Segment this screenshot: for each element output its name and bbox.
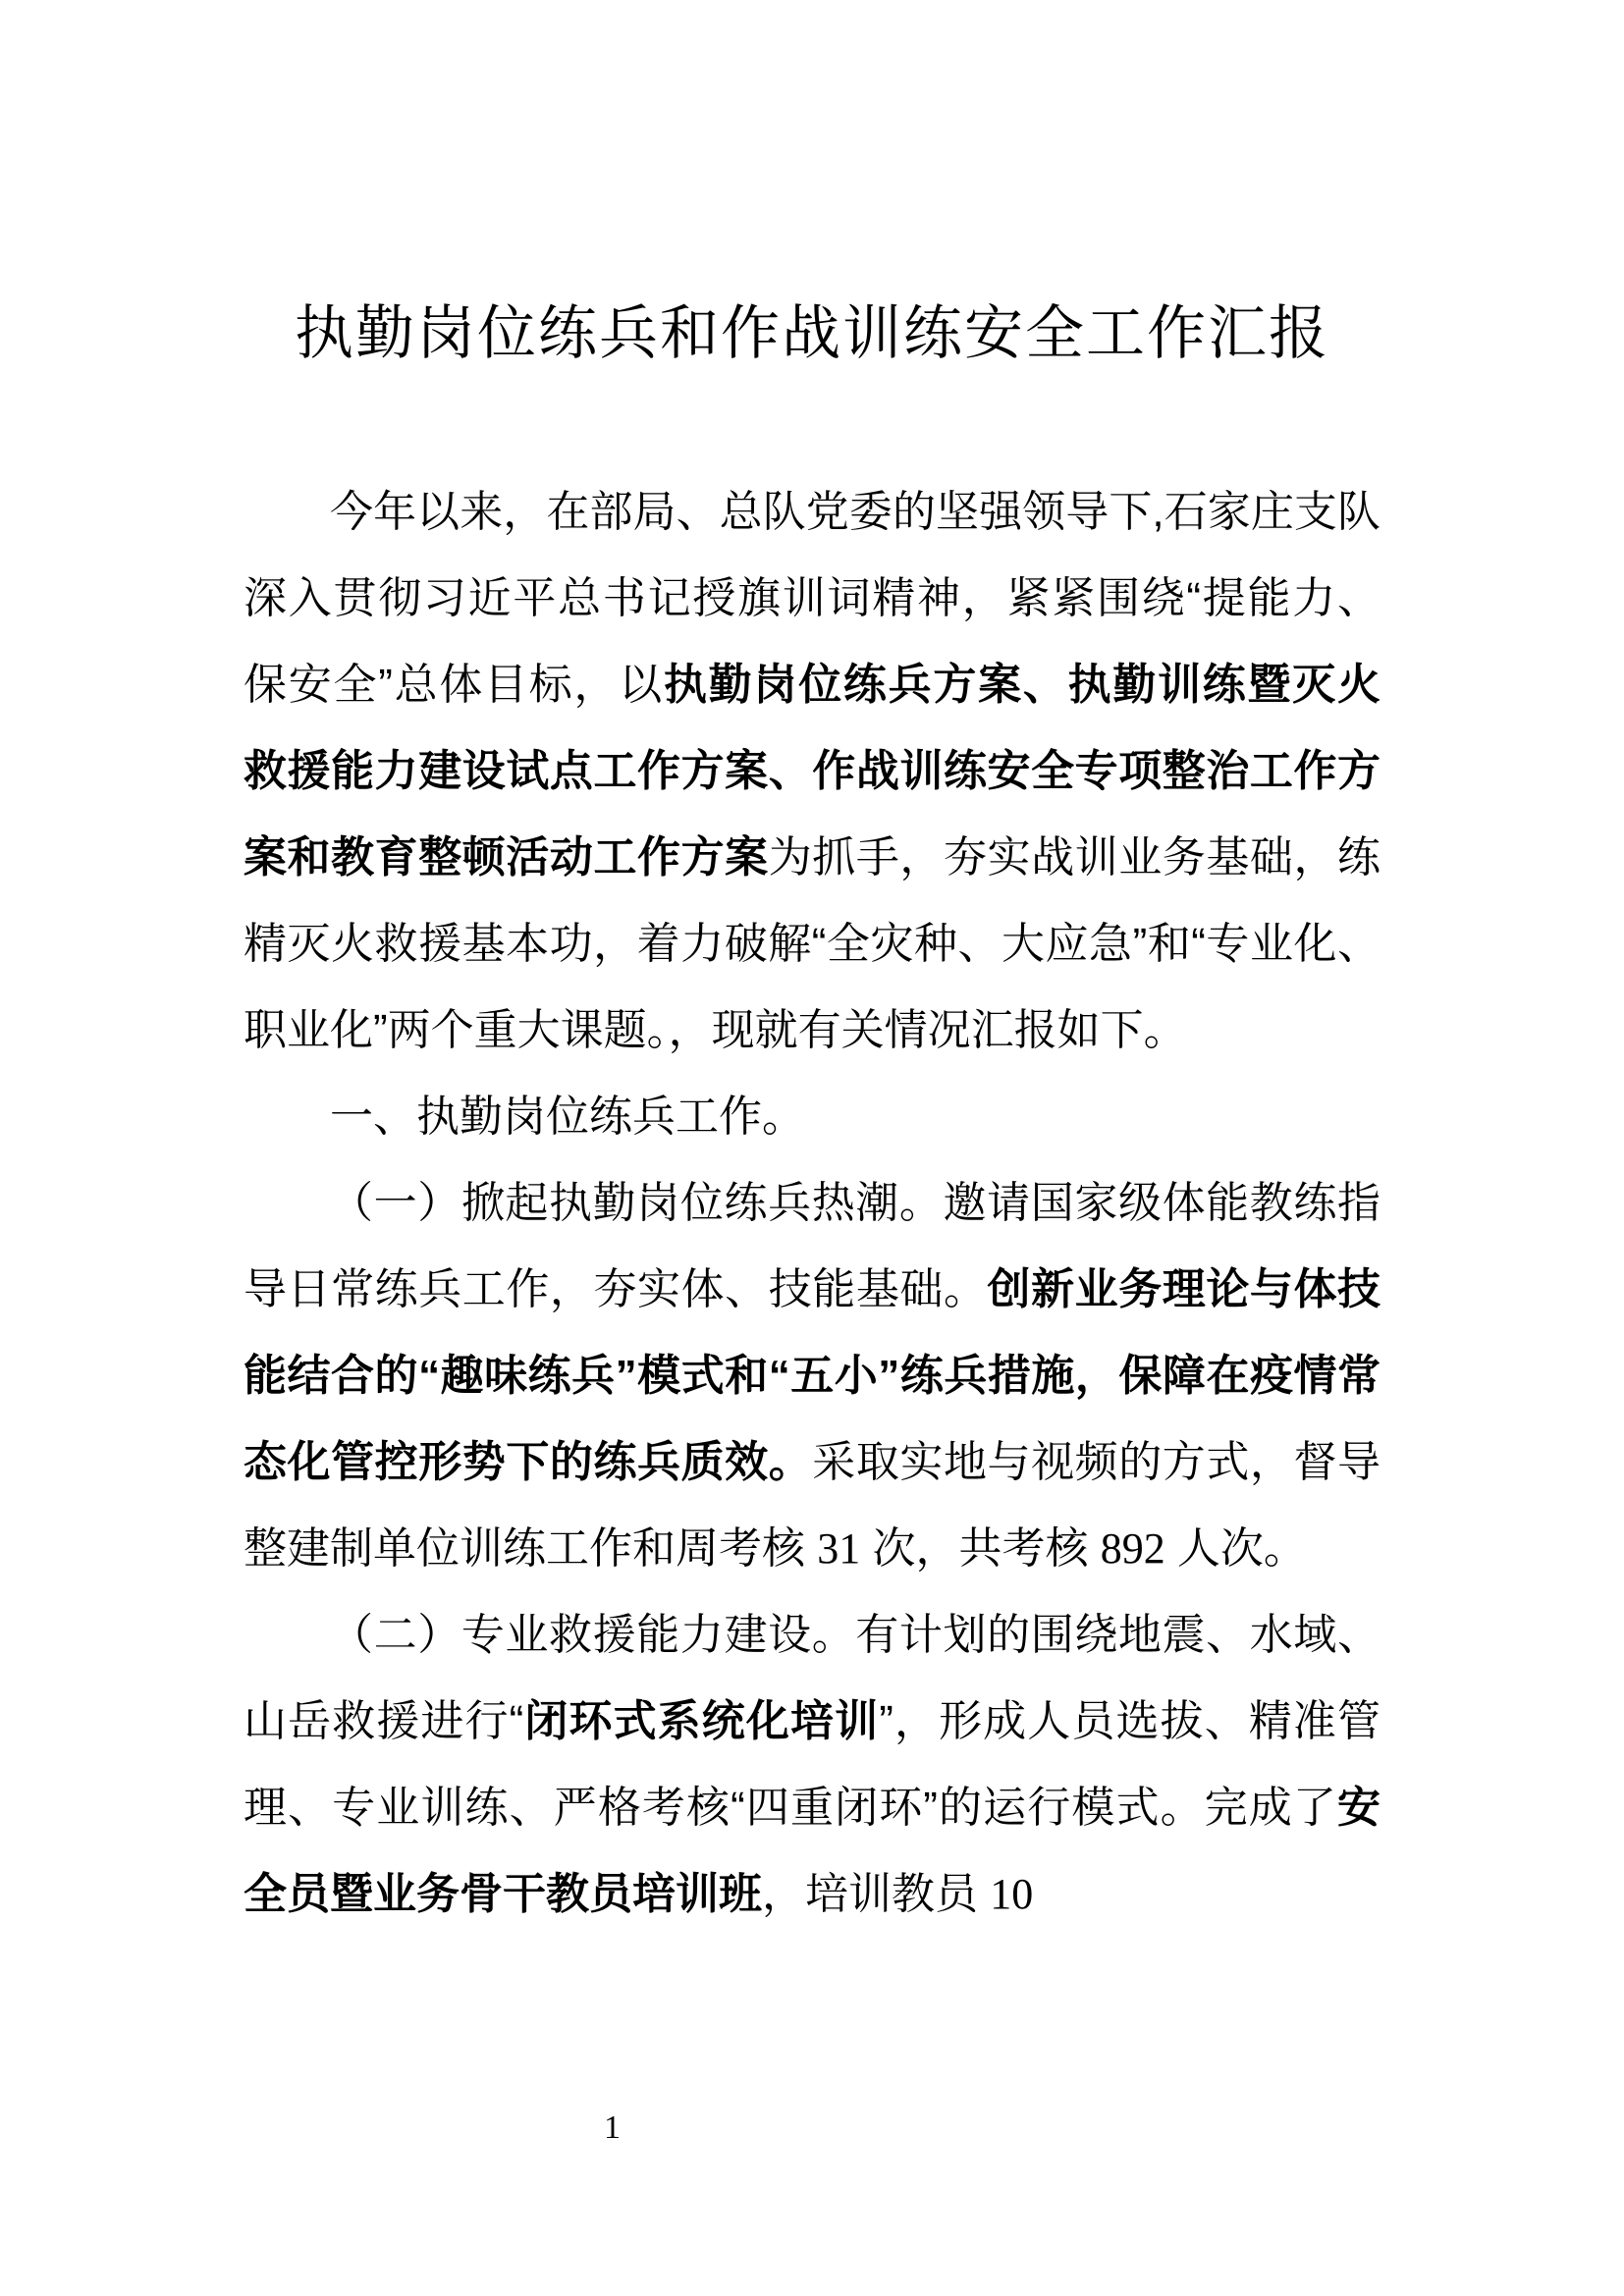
- text-run: 892: [1100, 1524, 1165, 1573]
- text-run: 次，共考核: [860, 1524, 1101, 1573]
- text-run: 一、执勤岗位练兵工作。: [330, 1093, 805, 1141]
- bold-text-run: 安全员暨业务骨干教员培训班: [244, 1784, 1380, 1918]
- text-run: ，培训教员: [762, 1870, 991, 1918]
- paragraph: [244, 1592, 1380, 1938]
- page-number: 1: [604, 2109, 621, 2146]
- text-run: 人次。: [1164, 1524, 1307, 1573]
- paragraph: [244, 1160, 1380, 1592]
- text-run: ”，形成人员选拔、精准管理、专业训练、严格考核“四重闭环”的运行模式。完成了: [244, 1697, 1381, 1832]
- bold-text-run: 创新业务理论与体技能结合的“趣味练兵”模式和“五小”练兵措施，保障在疫情常态化管控形势下的练兵质效。: [244, 1265, 1381, 1486]
- document-title: 执勤岗位练兵和作战训练安全工作汇报: [295, 300, 1329, 366]
- text-run: 今年以来，在部局、总队党委的坚强领导下,石家庄支队深入贯彻习近平总书记授旗训词精神，紧紧围绕“提能力、保安全”总体目标，以: [244, 488, 1380, 709]
- bold-text-run: 执勤岗位练兵方案、执勤训练暨灭火救援能力建设试点工作方案、作战训练安全专项整治工作方案和教育整顿活动工作方案: [244, 661, 1381, 881]
- text-run: （二）专业救援能力建设。有计划的围绕地震、水域、山岳救援进行“: [244, 1611, 1380, 1745]
- text-run: （一）掀起执勤岗位练兵热潮。邀请国家级体能教练指导日常练兵工作，夯实体、技能基础。: [244, 1179, 1380, 1313]
- document-body: [244, 469, 1380, 1938]
- paragraph: [244, 1074, 1380, 1160]
- text-run: 为抓手，夯实战训业务基础，练精灭火救援基本功，着力破解“全灾种、大应急”和“专业化、职业化”两个重大课题。，现就有关情况汇报如下。: [244, 833, 1381, 1054]
- paragraph: [244, 469, 1380, 1074]
- text-run: 采取实地与视频的方式，督导整建制单位训练工作和周考核: [244, 1438, 1381, 1573]
- text-run: 31: [817, 1524, 861, 1573]
- bold-text-run: 闭环式系统化培训: [523, 1697, 880, 1745]
- text-run: 10: [990, 1870, 1034, 1918]
